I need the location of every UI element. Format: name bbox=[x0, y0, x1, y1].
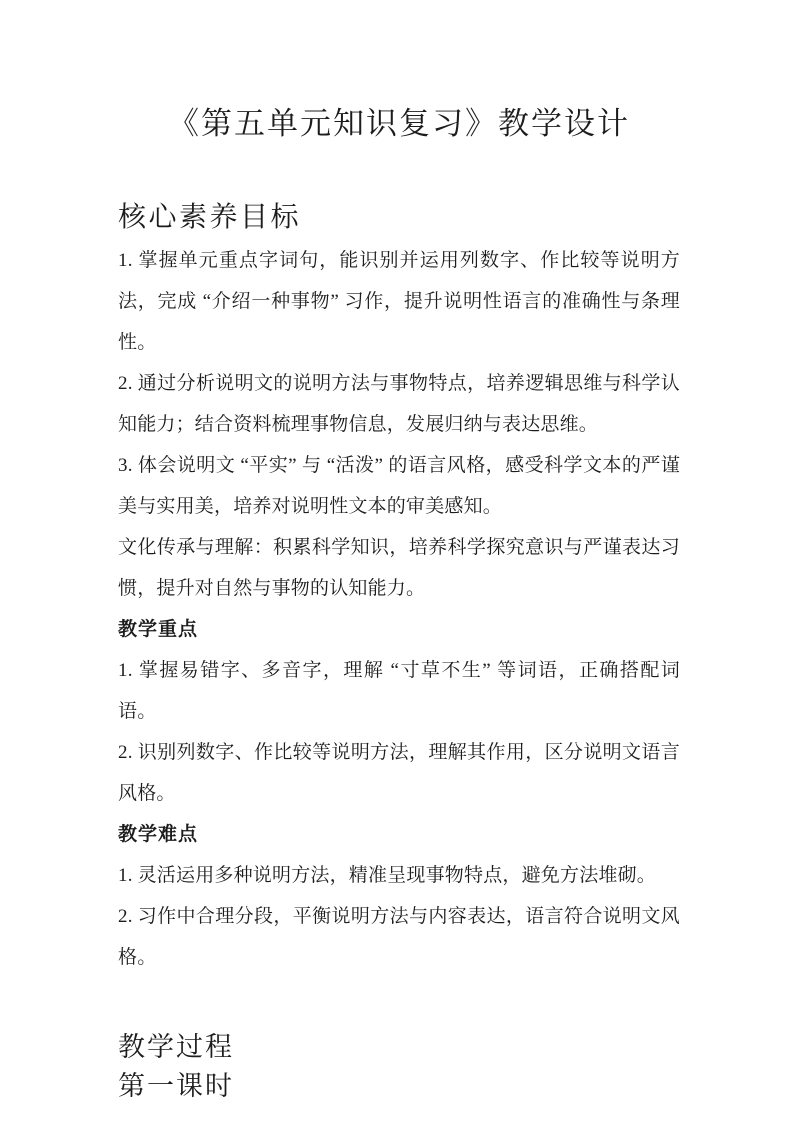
core-goal-paragraph-4: 文化传承与理解：积累科学知识，培养科学探究意识与严谨表达习惯，提升对自然与事物的认知能力。 bbox=[118, 537, 680, 599]
core-goal-paragraph-1: 1. 掌握单元重点字词句，能识别并运用列数字、作比较等说明方法，完成 “介绍一种事物” 习作，提升说明性语言的准确性与条理性。 bbox=[118, 250, 680, 353]
sub-heading-key-points: 教学重点 bbox=[118, 619, 199, 640]
section-heading-core-goals: 核心素养目标 bbox=[118, 202, 302, 233]
heading-first-session: 第一课时 bbox=[118, 1071, 234, 1101]
difficult-point-item-2: 2. 习作中合理分段，平衡说明方法与内容表达，语言符合说明文风格。 bbox=[118, 906, 680, 968]
core-goal-paragraph-2: 2. 通过分析说明文的说明方法与事物特点，培养逻辑思维与科学认知能力；结合资料梳理事物信息，发展归纳与表达思维。 bbox=[118, 373, 680, 435]
key-point-item-2: 2. 识别列数字、作比较等说明方法，理解其作用，区分说明文语言风格。 bbox=[118, 742, 680, 804]
document-title: 《第五单元知识复习》教学设计 bbox=[168, 106, 630, 141]
difficult-point-item-1: 1. 灵活运用多种说明方法，精准呈现事物特点，避免方法堆砌。 bbox=[118, 865, 657, 886]
core-goal-paragraph-3: 3. 体会说明文 “平实” 与 “活泼” 的语言风格，感受科学文本的严谨美与实用美，培养对说明性文本的审美感知。 bbox=[118, 455, 680, 517]
heading-teaching-process: 教学过程 bbox=[118, 1032, 234, 1062]
key-point-item-1: 1. 掌握易错字、多音字，理解 “寸草不生” 等词语，正确搭配词语。 bbox=[118, 660, 680, 722]
sub-heading-difficult-points: 教学难点 bbox=[118, 824, 199, 845]
document-body bbox=[118, 240, 680, 978]
